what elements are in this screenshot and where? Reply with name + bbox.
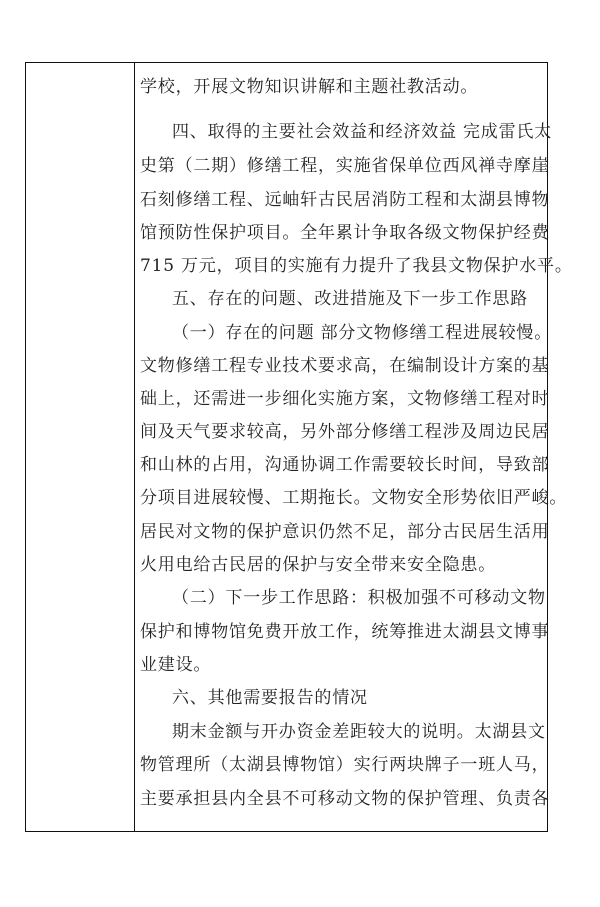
text-line: 居民对文物的保护意识仍然不足，部分古民居生活用 — [140, 522, 550, 542]
text-line: 五、存在的问题、改进措施及下一步工作思路 — [172, 289, 528, 309]
text-line: （一）存在的问题 部分文物修缮工程进展较慢。 — [172, 323, 553, 343]
text-line: 四、取得的主要社会效益和经济效益 完成雷氏太 — [172, 122, 553, 142]
text-line: 期末金额与开办资金差距较大的说明。太湖县文 — [172, 722, 546, 742]
text-line: 715 万元，项目的实施有力提升了我县文物保护水平。 — [140, 256, 573, 276]
left-label-cell — [26, 63, 134, 831]
text-line: 石刻修缮工程、远岫轩古民居消防工程和太湖县博物 — [140, 190, 550, 210]
text-line: 业建设。 — [140, 655, 212, 675]
report-text-cell — [136, 66, 573, 828]
text-line: 史第（二期）修缮工程，实施省保单位西风禅寺摩崖 — [140, 156, 550, 176]
text-line: 和山林的占用，沟通协调工作需要较长时间，导致部 — [140, 455, 550, 475]
text-line: 文物修缮工程专业技术要求高，在编制设计方案的基 — [140, 356, 550, 376]
text-line: 础上，还需进一步细化实施方案，文物修缮工程对时 — [140, 389, 550, 409]
text-line: 物管理所（太湖县博物馆）实行两块牌子一班人马， — [140, 755, 550, 775]
text-line: 分项目进展较慢、工期拖长。文物安全形势依旧严峻。 — [140, 488, 568, 508]
text-line: 保护和博物馆免费开放工作，统筹推进太湖县文博事 — [140, 622, 550, 642]
text-line: 学校，开展文物知识讲解和主题社教活动。 — [140, 77, 479, 97]
page-bottom-margin — [0, 832, 600, 907]
text-line: 火用电给古民居的保护与安全带来安全隐患。 — [140, 555, 496, 575]
text-line: （二）下一步工作思路：积极加强不可移动文物 — [172, 588, 546, 608]
text-line: 间及天气要求较高，另外部分修缮工程涉及周边民居 — [140, 422, 550, 442]
text-line: 主要承担县内全县不可移动文物的保护管理、负责各 — [140, 789, 550, 809]
column-divider — [134, 62, 135, 832]
text-line: 馆预防性保护项目。全年累计争取各级文物保护经费 — [140, 223, 550, 243]
text-line: 六、其他需要报告的情况 — [172, 688, 368, 708]
